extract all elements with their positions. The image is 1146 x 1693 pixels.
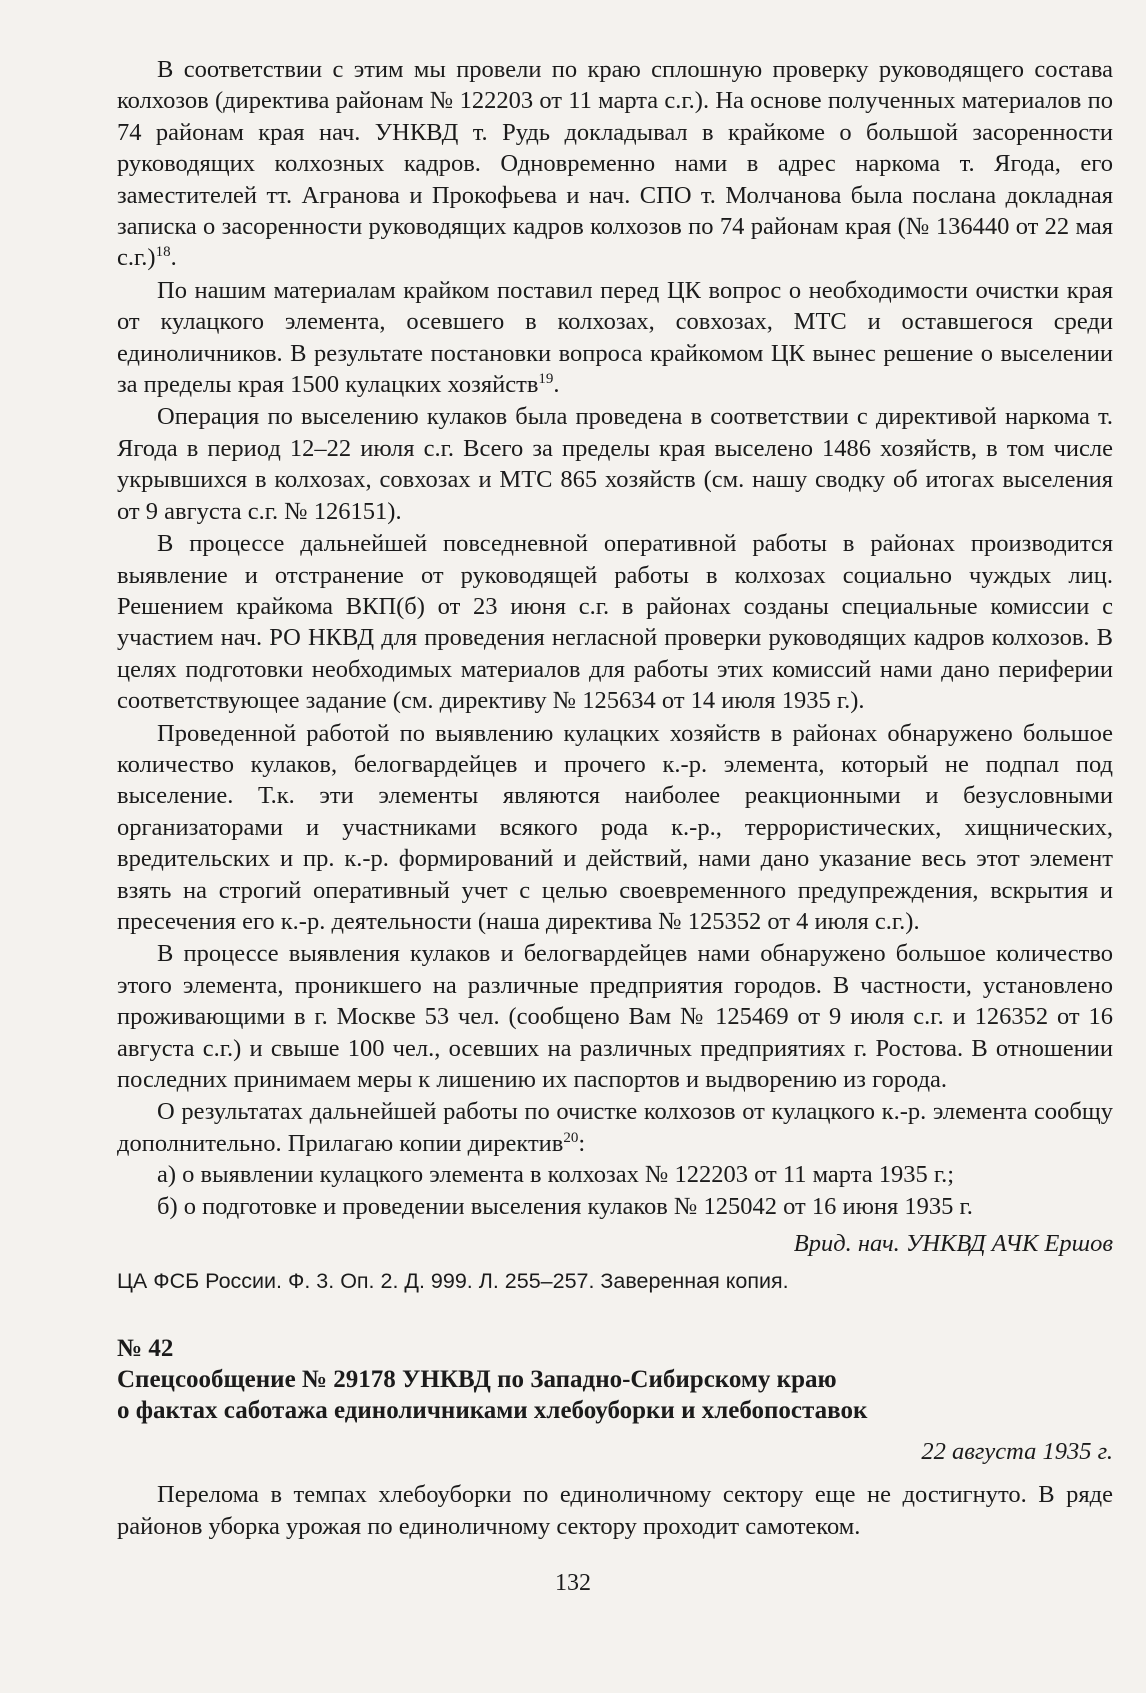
paragraph-1: В соответствии с этим мы провели по краю сплошную проверку руководящего состава колхозов (директива районам № 122203 от 11 марта с.г.). На основе полученных материалов по 74 районам края нач. УНКВД т. Рудь докладывал в крайкоме о большой засоренности руководящих колхозных кадров. Одновременно нами в адрес наркома т. Ягода, его заместителей тт. Агранова и Прокофьева и нач. СПО т. Молчанова была послана докладная записка о засоренности руководящих кадров колхозов по 74 районам края (№ 136440 от 22 мая с.г.)$^{18}$. — [117, 56, 1113, 272]
paragraph-2: По нашим материалам крайком поставил перед ЦК вопрос о необходимости очистки края от кулацкого элемента, осевшего в колхозах, совхозах, МТС и оставшегося среди единоличников. В результате постановки вопроса крайкомом ЦК вынес решение о выселении за пределы края 1500 кулацких хозяйств$^{19}$. — [117, 276, 1113, 399]
paragraph-5: Проведенной работой по выявлению кулацких хозяйств в районах обнаружено большое количество кулаков, белогвардейцев и прочего к.-р. элемента, который не подпал под выселение. Т.к. эти элементы являются наиболее реакционными и безусловными организаторами и участниками всякого рода к.-р., террористических, хищнических, вредительских и пр. к.-р. формирований и действий, нами дано указание весь этот элемент взять на строгий оперативный учет с целью своевременного предупреждения, вскрытия и пресечения его к.-р. деятельности (наша директива № 125352 от 4 июля с.г.). — [117, 719, 1113, 935]
document-title-line-2: о фактах саботажа единоличниками хлебоуборки и хлебопоставок — [117, 1397, 868, 1425]
paragraph-7: О результатах дальнейшей работы по очистке колхозов от кулацкого к.-р. элемента сообщу дополнительно. Прилагаю копии директив$^{20}$: — [117, 1098, 1113, 1157]
archive-source: ЦА ФСБ России. Ф. 3. Оп. 2. Д. 999. Л. 255–257. Заверенная копия. — [117, 1269, 789, 1294]
document-number: № 42 — [117, 1335, 174, 1363]
list-item-a: а) о выявлении кулацкого элемента в колхозах № 122203 от 11 марта 1935 г.; — [157, 1161, 955, 1189]
document-body: Перелома в темпах хлебоуборки по единоличному сектору еще не достигнуто. В ряде районов уборка урожая по единоличному сектору проходит самотеком. — [117, 1481, 1113, 1540]
footnote-ref-19[interactable]: 19 — [538, 370, 554, 387]
list-item-b: б) о подготовке и проведении выселения кулаков № 125042 от 16 июня 1935 г. — [157, 1192, 973, 1220]
page-number: 132 — [555, 1570, 591, 1596]
paragraph-6: В процессе выявления кулаков и белогвардейцев нами обнаружено большое количество этого элемента, проникшего на различные предприятия городов. В частности, установлено проживающими в г. Москве 53 чел. (сообщено Вам № 125469 от 9 июля с.г. и 126352 от 16 августа с.г.) и свыше 100 чел., осевших на различных предприятиях г. Ростова. В отношении последних принимаем меры к лишению их паспортов и выдворению из города. — [117, 940, 1113, 1093]
document-title-line-1: Спецсообщение № 29178 УНКВД по Западно-Сибирскому краю — [117, 1366, 837, 1394]
document-date: 22 августа 1935 г. — [921, 1438, 1113, 1466]
paragraph-4: В процессе дальнейшей повседневной оперативной работы в районах производится выявление и отстранение от руководящей работы в колхозах социально чуждых лиц. Решением крайкома ВКП(б) от 23 июня с.г. в районах созданы специальные комиссии с участием нач. РО НКВД для проведения негласной проверки руководящих кадров колхозов. В целях подготовки необходимых материалов для работы этих комиссий нами дано периферии соответствующее задание (см. директиву № 125634 от 14 июля 1935 г.). — [117, 530, 1113, 715]
footnote-ref-20[interactable]: 20 — [563, 1129, 579, 1146]
page-body — [117, 54, 1113, 1542]
paragraph-3: Операция по выселению кулаков была проведена в соответствии с директивой наркома т. Ягода в период 12–22 июля с.г. Всего за пределы края выселено 1486 хозяйств, в том числе укрывшихся в колхозах, совхозах и МТС 865 хозяйств (см. нашу сводку об итогах выселения от 9 августа с.г. № 126151). — [117, 403, 1113, 525]
footnote-ref-18[interactable]: 18 — [155, 244, 171, 261]
signature: Врид. нач. УНКВД АЧК Ершов — [793, 1230, 1113, 1258]
